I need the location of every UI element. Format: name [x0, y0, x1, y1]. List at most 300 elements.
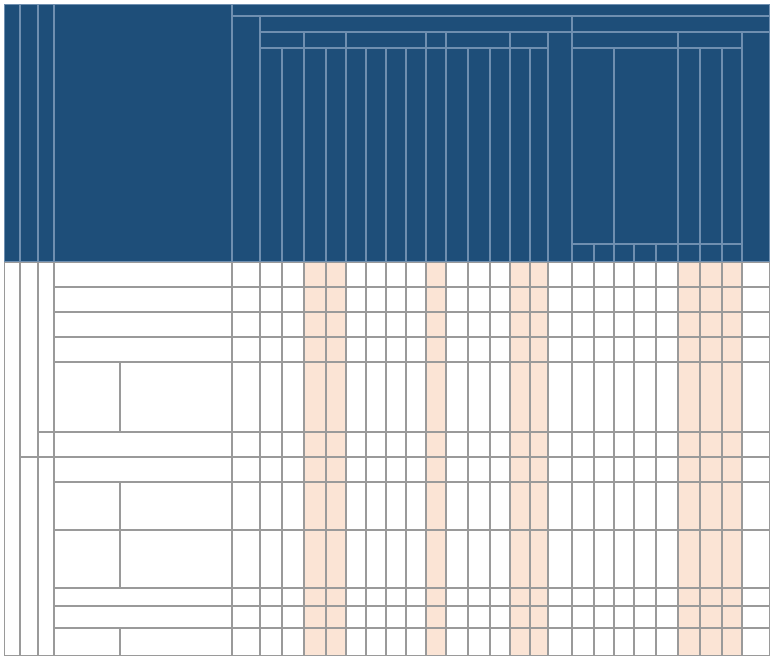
data-cell	[678, 457, 700, 482]
data-cell	[742, 362, 770, 432]
data-cell	[468, 482, 490, 530]
data-cell	[426, 432, 446, 457]
data-cell	[594, 262, 614, 287]
data-cell	[406, 628, 426, 656]
data-cell	[490, 588, 510, 606]
data-cell	[594, 482, 614, 530]
data-cell	[572, 337, 594, 362]
data-cell	[326, 588, 346, 606]
data-cell	[260, 312, 282, 337]
data-cell	[406, 262, 426, 287]
data-cell	[510, 262, 530, 287]
data-cell	[594, 606, 614, 628]
header-susi-subtotal	[548, 32, 572, 262]
data-cell	[722, 362, 742, 432]
data-cell	[468, 312, 490, 337]
data-cell	[446, 287, 468, 312]
data-cell	[700, 362, 722, 432]
header-recruit	[232, 4, 770, 16]
data-cell	[282, 628, 304, 656]
group-letter	[700, 244, 722, 262]
data-cell	[634, 457, 656, 482]
data-cell	[366, 287, 386, 312]
data-cell	[406, 588, 426, 606]
data-cell	[366, 262, 386, 287]
data-cell	[530, 482, 548, 530]
jeongsi-column-header	[678, 48, 700, 244]
data-cell	[386, 262, 406, 287]
data-cell	[304, 337, 326, 362]
data-cell	[426, 262, 446, 287]
data-cell	[594, 337, 614, 362]
data-cell	[572, 606, 594, 628]
data-cell	[304, 628, 326, 656]
unit-name	[54, 482, 120, 530]
data-cell	[468, 262, 490, 287]
group-letter	[614, 244, 634, 262]
data-cell	[678, 530, 700, 588]
data-cell	[304, 457, 326, 482]
data-cell	[406, 432, 426, 457]
data-cell	[490, 482, 510, 530]
susi-column-header	[304, 48, 326, 262]
data-cell	[282, 362, 304, 432]
data-cell	[326, 530, 346, 588]
data-cell	[346, 262, 366, 287]
header-quota	[232, 16, 260, 262]
data-cell	[510, 432, 530, 457]
data-cell	[510, 482, 530, 530]
data-cell	[346, 432, 366, 457]
data-cell	[700, 530, 722, 588]
data-cell	[346, 530, 366, 588]
data-cell	[346, 457, 366, 482]
quota-value	[232, 287, 260, 312]
data-cell	[282, 337, 304, 362]
data-cell	[468, 337, 490, 362]
header-series	[38, 4, 54, 262]
susi-column-header	[426, 48, 446, 262]
data-cell	[614, 337, 634, 362]
data-cell	[326, 457, 346, 482]
data-cell	[326, 337, 346, 362]
data-cell	[530, 287, 548, 312]
data-cell	[468, 530, 490, 588]
data-cell	[572, 530, 594, 588]
data-cell	[326, 362, 346, 432]
data-cell	[282, 530, 304, 588]
unit-majors	[120, 628, 232, 656]
data-cell	[742, 432, 770, 457]
data-cell	[594, 312, 614, 337]
data-cell	[548, 606, 572, 628]
data-cell	[406, 606, 426, 628]
data-cell	[742, 457, 770, 482]
data-cell	[722, 588, 742, 606]
data-cell	[634, 530, 656, 588]
data-cell	[614, 287, 634, 312]
data-cell	[386, 362, 406, 432]
data-cell	[346, 588, 366, 606]
data-cell	[678, 362, 700, 432]
data-cell	[446, 457, 468, 482]
data-cell	[346, 287, 366, 312]
data-cell	[594, 530, 614, 588]
data-cell	[426, 482, 446, 530]
data-cell	[572, 628, 594, 656]
data-cell	[614, 312, 634, 337]
data-cell	[700, 262, 722, 287]
data-cell	[304, 530, 326, 588]
data-cell	[446, 588, 468, 606]
data-cell	[530, 362, 548, 432]
data-cell	[678, 337, 700, 362]
data-cell	[260, 287, 282, 312]
data-cell	[366, 482, 386, 530]
data-cell	[700, 606, 722, 628]
susi-column-header	[446, 48, 468, 262]
data-cell	[700, 482, 722, 530]
data-cell	[468, 287, 490, 312]
data-cell	[346, 606, 366, 628]
data-cell	[490, 457, 510, 482]
data-cell	[446, 606, 468, 628]
campus-cell	[4, 262, 20, 656]
data-cell	[656, 362, 678, 432]
data-cell	[346, 337, 366, 362]
data-cell	[406, 530, 426, 588]
series-humanities	[38, 262, 54, 432]
data-cell	[446, 530, 468, 588]
header-campus	[4, 4, 20, 262]
data-cell	[510, 628, 530, 656]
data-cell	[742, 287, 770, 312]
data-cell	[490, 287, 510, 312]
data-cell	[468, 432, 490, 457]
header-jeongsi-out	[678, 32, 742, 48]
data-cell	[426, 606, 446, 628]
series-education	[38, 432, 54, 457]
data-cell	[260, 337, 282, 362]
data-cell	[326, 628, 346, 656]
data-cell	[490, 362, 510, 432]
data-cell	[614, 432, 634, 457]
data-cell	[572, 262, 594, 287]
data-cell	[656, 457, 678, 482]
data-cell	[548, 530, 572, 588]
data-cell	[426, 337, 446, 362]
data-cell	[446, 628, 468, 656]
header-susi-out-2	[426, 32, 446, 48]
data-cell	[530, 262, 548, 287]
group-letter	[722, 244, 742, 262]
data-cell	[548, 262, 572, 287]
data-cell	[594, 432, 614, 457]
data-cell	[656, 606, 678, 628]
data-cell	[260, 482, 282, 530]
data-cell	[614, 606, 634, 628]
data-cell	[386, 337, 406, 362]
data-cell	[490, 628, 510, 656]
susi-column-header	[282, 48, 304, 262]
data-cell	[386, 530, 406, 588]
header-susi-in-3	[446, 32, 510, 48]
college-arts-sports	[20, 457, 38, 656]
unit-name	[54, 312, 232, 337]
data-cell	[548, 457, 572, 482]
data-cell	[304, 588, 326, 606]
data-cell	[722, 628, 742, 656]
data-cell	[366, 457, 386, 482]
data-cell	[446, 362, 468, 432]
data-cell	[614, 362, 634, 432]
data-cell	[634, 287, 656, 312]
data-cell	[406, 337, 426, 362]
unit-name	[54, 337, 232, 362]
data-cell	[304, 362, 326, 432]
data-cell	[366, 530, 386, 588]
data-cell	[282, 262, 304, 287]
data-cell	[722, 337, 742, 362]
data-cell	[722, 457, 742, 482]
data-cell	[282, 287, 304, 312]
data-cell	[700, 588, 722, 606]
data-cell	[634, 262, 656, 287]
data-cell	[742, 482, 770, 530]
data-cell	[678, 262, 700, 287]
unit-name	[54, 362, 120, 432]
data-cell	[304, 262, 326, 287]
data-cell	[282, 457, 304, 482]
data-cell	[406, 362, 426, 432]
data-cell	[366, 362, 386, 432]
data-cell	[656, 628, 678, 656]
data-cell	[594, 457, 614, 482]
data-cell	[572, 287, 594, 312]
group-letter	[678, 244, 700, 262]
data-cell	[490, 606, 510, 628]
data-cell	[548, 432, 572, 457]
data-cell	[678, 287, 700, 312]
data-cell	[326, 312, 346, 337]
data-cell	[426, 628, 446, 656]
data-cell	[386, 628, 406, 656]
quota-value	[232, 628, 260, 656]
data-cell	[634, 312, 656, 337]
data-cell	[678, 628, 700, 656]
data-cell	[678, 482, 700, 530]
data-cell	[678, 312, 700, 337]
susi-column-header	[510, 48, 530, 262]
quota-value	[232, 530, 260, 588]
data-cell	[260, 588, 282, 606]
unit-majors	[120, 530, 232, 588]
data-cell	[346, 312, 366, 337]
data-cell	[260, 628, 282, 656]
header-susi-in-1	[260, 32, 304, 48]
header-unit	[54, 4, 232, 262]
data-cell	[386, 287, 406, 312]
data-cell	[530, 337, 548, 362]
data-cell	[510, 362, 530, 432]
data-cell	[722, 287, 742, 312]
data-cell	[366, 628, 386, 656]
data-cell	[406, 312, 426, 337]
data-cell	[614, 628, 634, 656]
data-cell	[510, 588, 530, 606]
quota-value	[232, 482, 260, 530]
data-cell	[490, 337, 510, 362]
data-cell	[722, 432, 742, 457]
data-cell	[634, 432, 656, 457]
data-cell	[510, 287, 530, 312]
data-cell	[366, 588, 386, 606]
data-cell	[406, 457, 426, 482]
data-cell	[548, 337, 572, 362]
data-cell	[530, 606, 548, 628]
data-cell	[722, 262, 742, 287]
data-cell	[510, 312, 530, 337]
data-cell	[656, 312, 678, 337]
data-cell	[304, 312, 326, 337]
data-cell	[700, 628, 722, 656]
data-cell	[426, 457, 446, 482]
header-susi-in-2	[346, 32, 426, 48]
susi-column-header	[530, 48, 548, 262]
data-cell	[678, 606, 700, 628]
data-cell	[594, 588, 614, 606]
data-cell	[260, 530, 282, 588]
header-jeongsi-subtotal	[742, 32, 770, 262]
data-cell	[426, 362, 446, 432]
data-cell	[386, 606, 406, 628]
data-cell	[530, 588, 548, 606]
data-cell	[406, 287, 426, 312]
data-cell	[594, 628, 614, 656]
data-cell	[346, 362, 366, 432]
data-cell	[678, 588, 700, 606]
data-cell	[260, 457, 282, 482]
group-letter	[572, 244, 594, 262]
data-cell	[326, 606, 346, 628]
data-cell	[656, 432, 678, 457]
data-cell	[406, 482, 426, 530]
data-cell	[282, 312, 304, 337]
data-cell	[700, 337, 722, 362]
header-jeongsi-in	[572, 32, 678, 48]
data-cell	[656, 482, 678, 530]
data-cell	[548, 312, 572, 337]
data-cell	[426, 287, 446, 312]
group-letter	[656, 244, 678, 262]
data-cell	[346, 482, 366, 530]
susi-column-header	[366, 48, 386, 262]
data-cell	[426, 588, 446, 606]
data-cell	[614, 262, 634, 287]
data-cell	[742, 312, 770, 337]
quota-value	[232, 262, 260, 287]
susi-column-header	[346, 48, 366, 262]
data-cell	[548, 628, 572, 656]
data-cell	[656, 530, 678, 588]
quota-value	[232, 432, 260, 457]
data-cell	[742, 606, 770, 628]
data-cell	[700, 432, 722, 457]
unit-name	[54, 262, 232, 287]
data-cell	[446, 262, 468, 287]
data-cell	[594, 287, 614, 312]
data-cell	[634, 362, 656, 432]
data-cell	[614, 588, 634, 606]
data-cell	[260, 432, 282, 457]
unit-name	[54, 530, 120, 588]
quota-value	[232, 606, 260, 628]
data-cell	[548, 482, 572, 530]
data-cell	[614, 457, 634, 482]
data-cell	[530, 312, 548, 337]
data-cell	[700, 312, 722, 337]
data-cell	[594, 362, 614, 432]
unit-name	[54, 457, 232, 482]
data-cell	[446, 337, 468, 362]
data-cell	[572, 432, 594, 457]
data-cell	[304, 287, 326, 312]
data-cell	[510, 530, 530, 588]
quota-value	[232, 337, 260, 362]
data-cell	[510, 337, 530, 362]
data-cell	[700, 287, 722, 312]
susi-column-header	[386, 48, 406, 262]
data-cell	[530, 628, 548, 656]
data-cell	[678, 432, 700, 457]
data-cell	[656, 588, 678, 606]
data-cell	[490, 432, 510, 457]
data-cell	[386, 482, 406, 530]
data-cell	[742, 588, 770, 606]
data-cell	[572, 312, 594, 337]
quota-value	[232, 312, 260, 337]
data-cell	[742, 628, 770, 656]
data-cell	[468, 362, 490, 432]
data-cell	[326, 482, 346, 530]
jeongsi-column-header	[572, 48, 614, 244]
data-cell	[366, 432, 386, 457]
data-cell	[426, 530, 446, 588]
data-cell	[722, 312, 742, 337]
data-cell	[386, 432, 406, 457]
data-cell	[722, 482, 742, 530]
data-cell	[282, 432, 304, 457]
jeongsi-column-header	[722, 48, 742, 244]
data-cell	[282, 606, 304, 628]
data-cell	[446, 312, 468, 337]
group-letter	[594, 244, 614, 262]
data-cell	[510, 606, 530, 628]
header-jeongsi	[572, 16, 770, 32]
susi-column-header	[260, 48, 282, 262]
data-cell	[304, 432, 326, 457]
data-cell	[260, 262, 282, 287]
series-arts-sports	[38, 457, 54, 656]
data-cell	[548, 287, 572, 312]
data-cell	[304, 606, 326, 628]
data-cell	[548, 588, 572, 606]
data-cell	[446, 432, 468, 457]
susi-column-header	[326, 48, 346, 262]
data-cell	[530, 432, 548, 457]
data-cell	[530, 457, 548, 482]
data-cell	[700, 457, 722, 482]
